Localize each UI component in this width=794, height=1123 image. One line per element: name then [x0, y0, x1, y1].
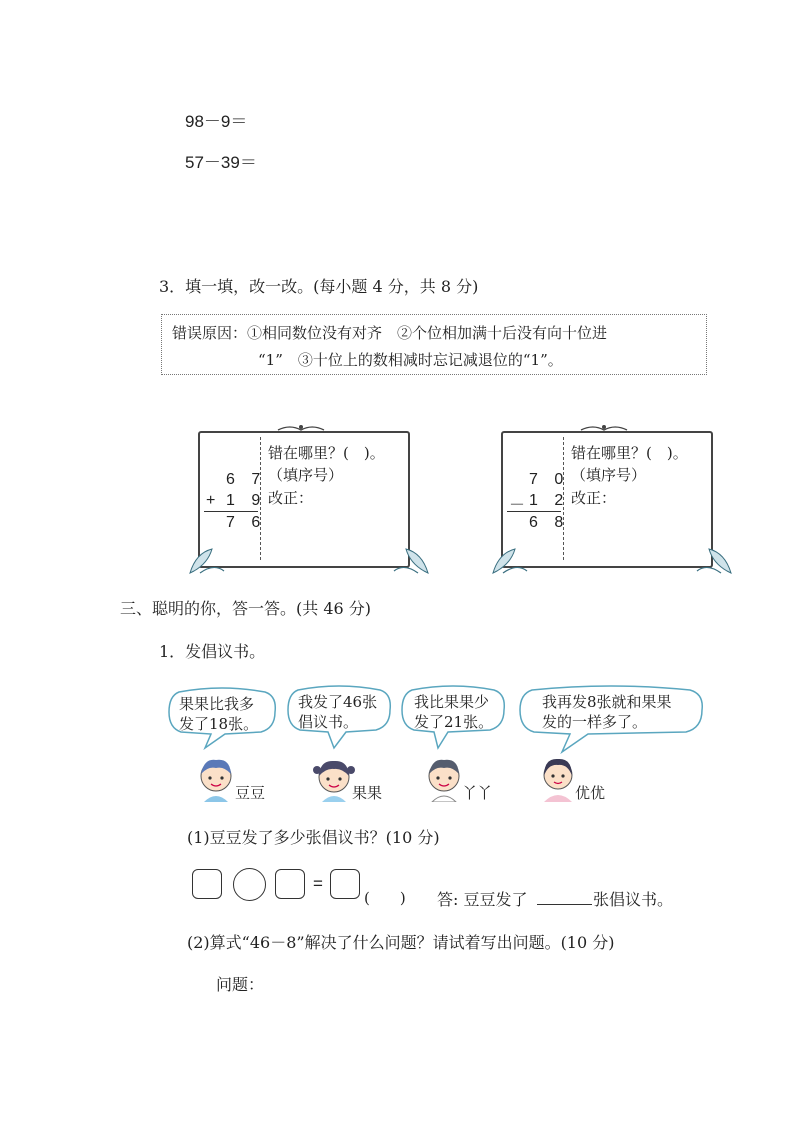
correction-panel-1: [198, 431, 410, 568]
subtrahend: 1 2: [529, 492, 570, 509]
leaf-ornament-icon: [695, 545, 735, 575]
answer-suffix: 张倡议书。: [593, 890, 674, 909]
speech-bubble-guoguo: 我发了46张 倡议书。: [284, 684, 394, 750]
minuend: 7 0: [529, 471, 570, 488]
name-yaya: 丫丫: [462, 784, 493, 802]
speech-bubble-youyou: 我再发8张就和果果 发的一样多了。: [516, 684, 706, 754]
difference-line: [507, 511, 561, 512]
error-reasons-box: [161, 314, 707, 375]
fix-label: 改正：: [571, 489, 617, 507]
where-label: 错在哪里？( )。: [571, 444, 688, 462]
name-guoguo: 果果: [352, 784, 383, 802]
scroll-ornament-icon: [579, 422, 629, 434]
section-3-heading: 三、聪明的你，答一答。(共 46 分): [120, 599, 372, 618]
reasons-line-1: 错误原因：①相同数位没有对齐 ②个位相加满十后没有向十位进: [172, 324, 608, 342]
sub-question-2: (2)算式“46－8”解决了什么问题？请试着写出问题。(10 分): [187, 933, 615, 952]
addend-bottom: 1 9: [226, 492, 267, 509]
operator: －: [509, 497, 526, 514]
equation-2: 57－39＝: [185, 153, 257, 172]
scroll-ornament-icon: [276, 422, 326, 434]
girl-guoguo-icon: [312, 756, 356, 802]
answer-box-2[interactable]: [275, 869, 305, 899]
addend-top: 6 7: [226, 471, 267, 488]
leaf-ornament-icon: [186, 545, 226, 575]
question-label: 问题：: [216, 975, 265, 994]
boy-yaya-icon: [424, 756, 464, 802]
speech-bubble-doudou: 果果比我多 发了18张。: [165, 686, 279, 750]
speech-bubble-yaya: 我比果果少 发了21张。: [398, 684, 508, 750]
question-3-title: 3．填一填，改一改。(每小题 4 分，共 8 分): [159, 277, 479, 296]
result: 6 8: [529, 514, 570, 531]
girl-youyou-icon: [538, 754, 578, 802]
question-1-title: 1．发倡议书。: [159, 642, 266, 661]
equation-1: 98－9＝: [185, 112, 248, 131]
leaf-ornament-icon: [489, 545, 529, 575]
result: 7 6: [226, 514, 267, 531]
equals-sign: =: [313, 874, 323, 893]
sum-line: [204, 511, 258, 512]
answer-box-result[interactable]: [330, 869, 360, 899]
correction-panel-2: [501, 431, 713, 568]
sub-question-1: (1)豆豆发了多少张倡议书？(10 分): [187, 828, 440, 847]
name-doudou: 豆豆: [235, 784, 266, 802]
operator: +: [206, 492, 216, 509]
name-youyou: 优优: [575, 784, 606, 802]
fix-label: 改正：: [268, 489, 314, 507]
reasons-line-2: “1” ③十位上的数相减时忘记减退位的“1”。: [258, 351, 563, 369]
fill-number-label: （填序号）: [268, 466, 344, 484]
unit-blank[interactable]: ( ): [364, 889, 406, 907]
answer-blank[interactable]: [537, 904, 592, 905]
answer-box-1[interactable]: [192, 869, 222, 899]
answer-prefix: 答: 豆豆发了: [437, 890, 528, 909]
fill-number-label: （填序号）: [571, 466, 647, 484]
boy-doudou-icon: [196, 756, 236, 802]
where-label: 错在哪里？( )。: [268, 444, 385, 462]
leaf-ornament-icon: [392, 545, 432, 575]
operator-circle[interactable]: [233, 868, 266, 901]
